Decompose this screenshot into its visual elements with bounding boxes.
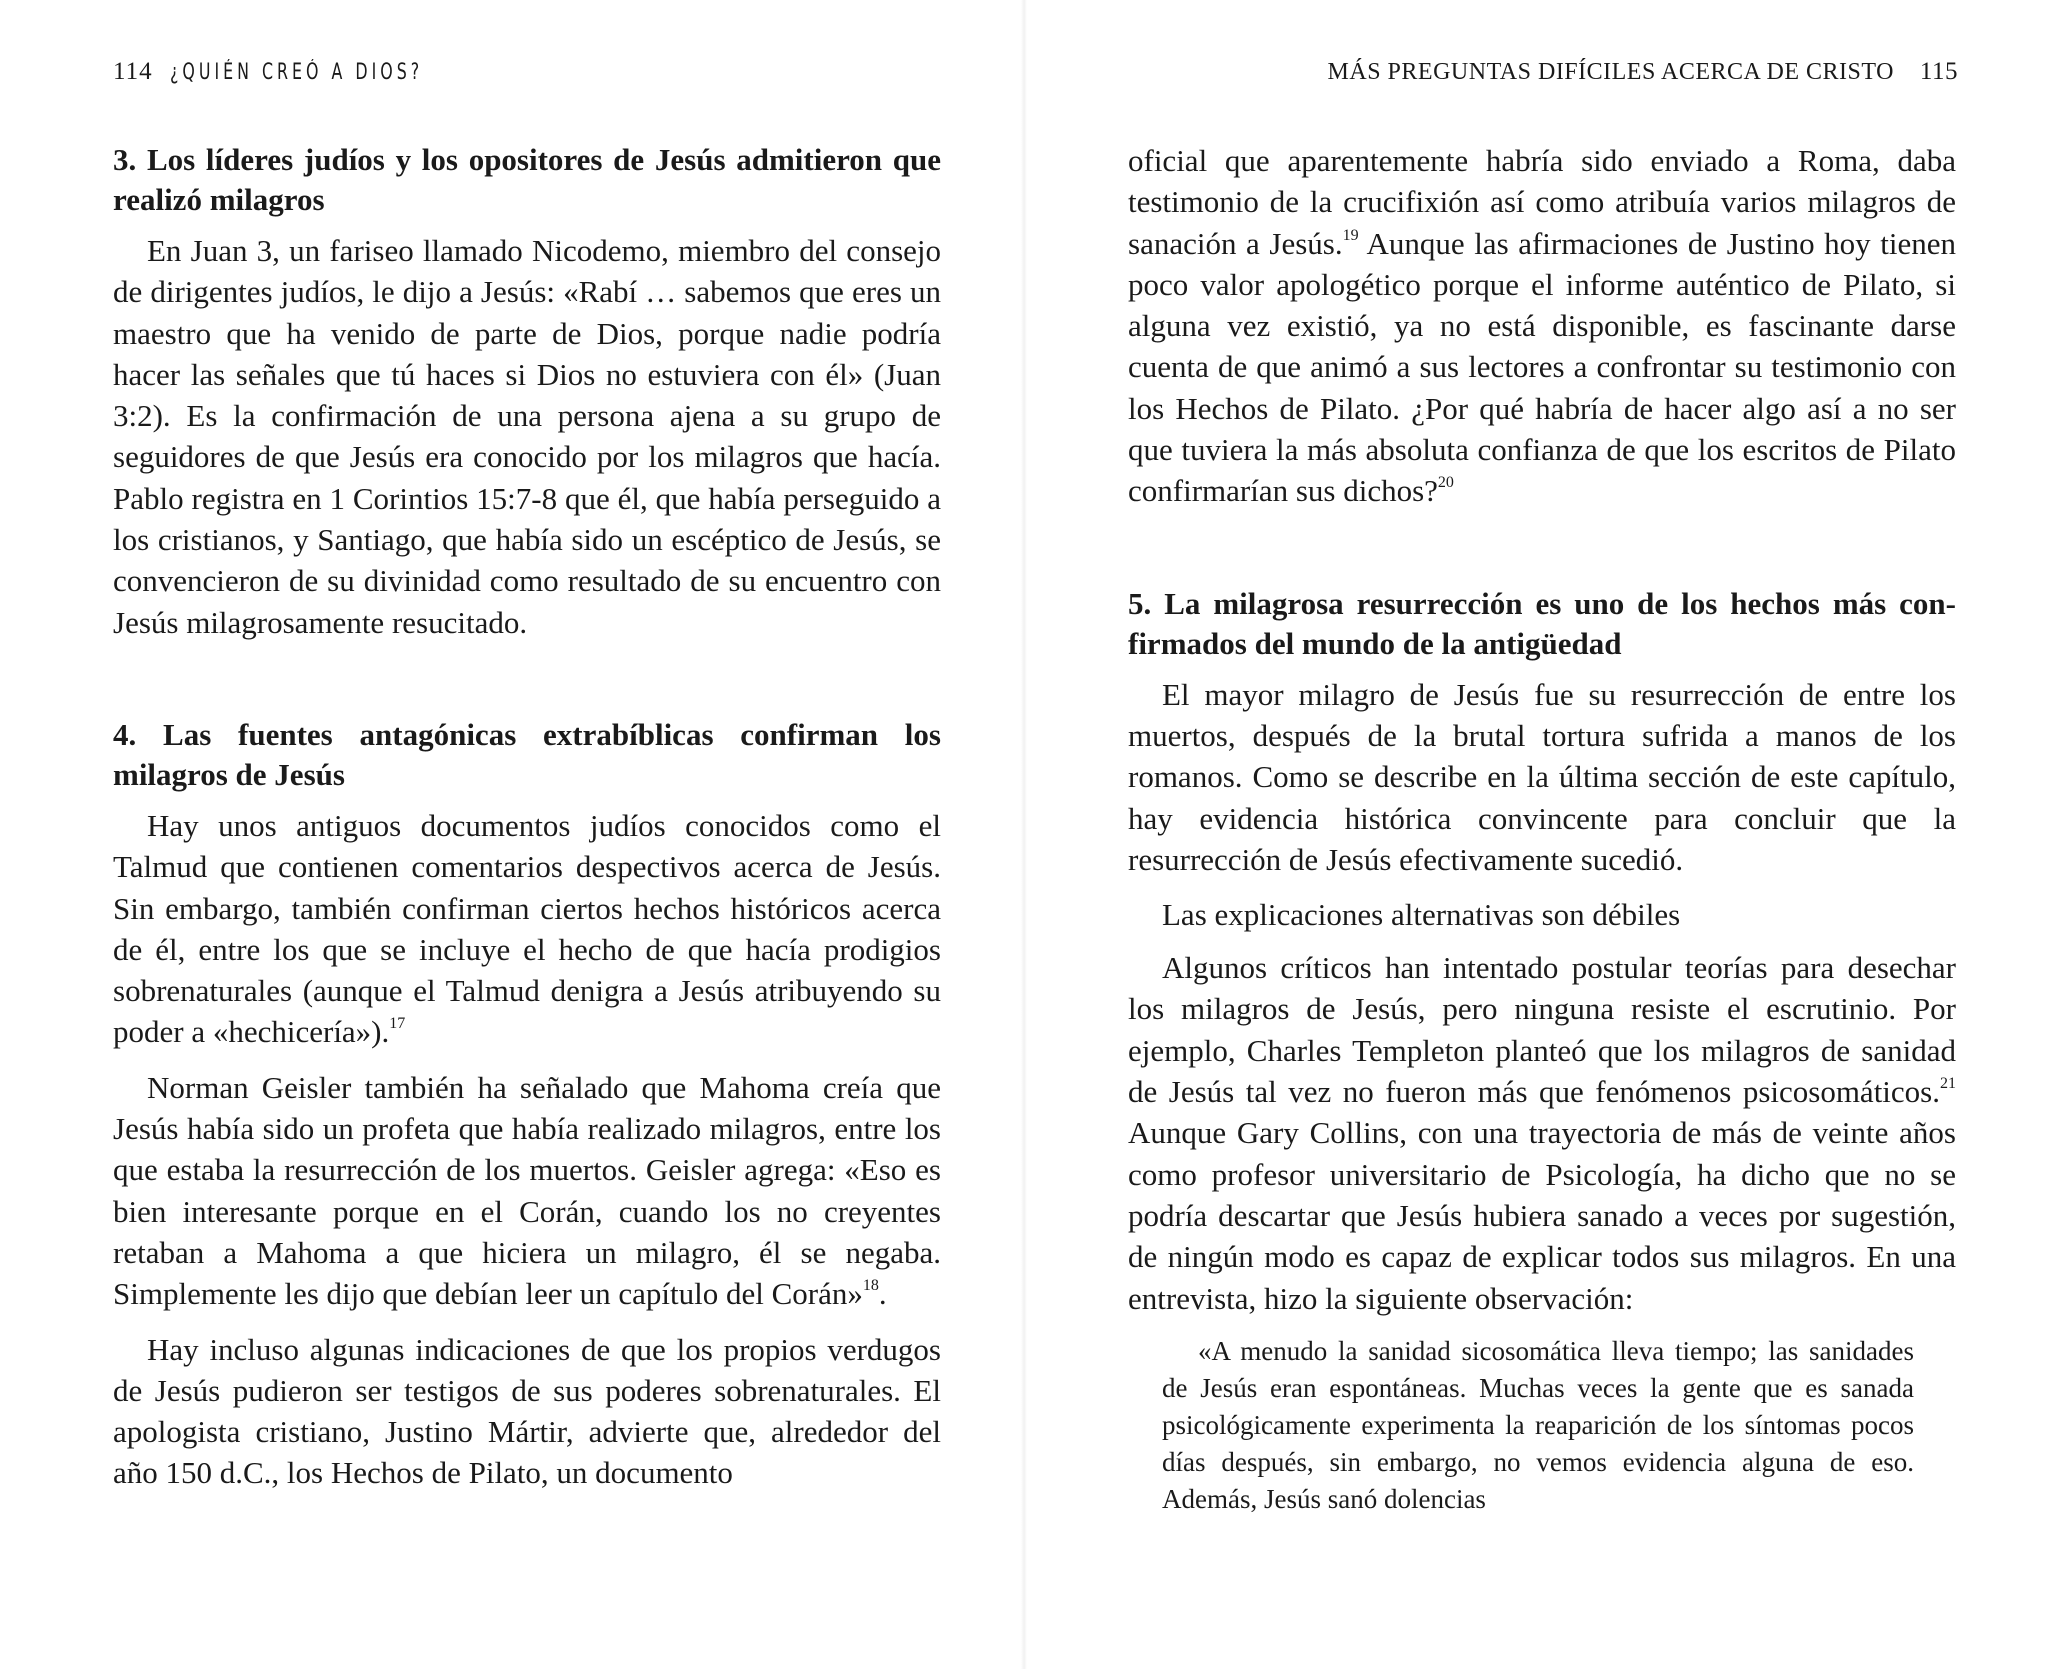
left-page-number: 114: [113, 58, 153, 85]
left-running-head: [113, 58, 486, 86]
right-text-column: [1128, 140, 1956, 1518]
section-4-heading: 4. Las fuentes antagónicas extrabíblicas confirman los milagros de Jesús: [113, 716, 941, 792]
section-4-paragraph-3: Hay incluso algunas indicaciones de que los propios verdugos de Jesús pudieron ser testigos de sus poderes sobrenaturales. El apologista cristiano, Justino Mártir, advierte que, alrededor del año 150 d.C., los Hechos de Pilato, un documento: [113, 1331, 941, 1491]
book-title: ¿QUIÉN CREÓ A DIOS?: [169, 60, 423, 85]
section-5-paragraph-1: El mayor milagro de Jesús fue su resurrección de entre los muertos, después de la brutal tortura sufrida a manos de los romanos. Como se describe en la última sección de este capítulo, hay evidencia histórica convincente para concluir que la resurrección de Jesús efectivamente sucedió.: [1128, 676, 1956, 877]
section-4-paragraph-2: [113, 1067, 941, 1315]
continuation-paragraph: [1128, 140, 1956, 512]
section-5-heading: 5. La milagrosa resurrección es uno de los hechos más confirmados del mundo de la antigüedad: [1128, 585, 1956, 661]
section-4-paragraph-1: [113, 805, 941, 1053]
right-page: [1024, 0, 2048, 1669]
section-3-paragraph: En Juan 3, un fariseo llamado Nicodemo, miembro del consejo de dirigentes judíos, le dijo a Jesús: «Rabí … sabemos que eres un maestro que ha venido de parte de Dios, porque nadie podría hacer las señales que tú haces si Dios no estuviera con él» (Juan 3:2). Es la confirmación de una persona ajena a su grupo de seguidores de que Jesús era conocido por los milagros que hacía. Pablo registra en 1 Corintios 15:7-8 que él, que había perseguido a los cristianos, y Santiago, que había sido un escéptico de Jesús, se convencieron de su divinidad como resultado de su encuentro con Jesús milagrosamente resucitado.: [113, 233, 941, 640]
section-spacer: [113, 657, 941, 715]
paragraph-text: Aunque Gary Collins, con una trayectoria de más de veinte años como profesor universitario de Psicología, ha dicho que no se podría descartar que Jesús hubiera sanado a veces por sugestión, de ningún modo es capaz de explicar todos sus milagros. En una entrevista, hizo la siguiente observación:: [1128, 1115, 1956, 1316]
paragraph-text: Norman Geisler también ha señalado que Mahoma creía que Jesús había sido un profeta que había realizado milagros, entre los que estaba la resurrección de los muertos. Geisler agrega: «Eso es bien interesante porque en el Corán, cuando los no creyentes retaban a Mahoma a que hiciera un milagro, él se negaba. Simplemente les dijo que debían leer un capítulo del Corán»: [113, 1069, 941, 1312]
footnote-ref-18: 18: [862, 1277, 879, 1295]
footnote-ref-20: 20: [1437, 474, 1454, 492]
footnote-ref-17: 17: [389, 1015, 406, 1033]
footnote-ref-21: 21: [1940, 1075, 1956, 1093]
paragraph-text: Algunos críticos han intentado postular teorías para desechar los milagros de Jesús, pero ninguna resiste el escrutinio. Por ejemplo, Charles Templeton planteó que los milagros de sanidad de Jesús tal vez no fueron más que fenómenos psicosomáticos.: [1128, 950, 1956, 1110]
block-quote: «A menudo la sanidad sicosomática lleva tiempo; las sanidades de Jesús eran espontáneas. Muchas veces la gente que es sanada psicológicamente experimenta la reaparición de los síntomas pocos días después, sin embargo, no vemos evidencia alguna de eso. Además, Jesús sanó dolencias: [1162, 1335, 1914, 1514]
right-page-number: 115: [1919, 58, 1958, 85]
section-5-paragraph-2: [1128, 947, 1956, 1319]
right-running-head: [1328, 58, 1958, 86]
section-3-heading: 3. Los líderes judíos y los opositores de Jesús admitieron que realizó milagros: [113, 142, 941, 217]
section-spacer: [1128, 526, 1956, 584]
paragraph-text: Aunque las afirmaciones de Justino hoy tienen poco valor apologético porque el informe auténtico de Pilato, si alguna vez existió, ya no está disponible, es fascinante darse cuenta de que animó a sus lectores a confrontar su testimonio con los Hechos de Pilato. ¿Por qué habría de hacer algo así a no ser que tuviera la más absoluta confianza de que los escritos de Pilato confirmarían sus dichos?: [1128, 225, 1956, 509]
paragraph-end: .: [878, 1276, 887, 1312]
paragraph-text: Hay unos antiguos documentos judíos conocidos como el Talmud que contienen comentarios despectivos acerca de Jesús. Sin embargo, también confirman ciertos hechos históricos acerca de él, entre los que se incluye el hecho de que hacía prodigios sobrenaturales (aunque el Talmud denigra a Jesús atribuyendo su poder a «hechicería»).: [113, 807, 941, 1050]
section-5-subheading: Las explicaciones alternativas son débiles: [1162, 897, 1681, 933]
left-text-column: [113, 140, 941, 1508]
paragraph-text: oficial que aparentemente habría sido enviado a Roma, daba testimonio de la crucifixión así como atribuía varios milagros de sanación a Jesús.: [1128, 143, 1956, 261]
footnote-ref-19: 19: [1342, 226, 1359, 244]
chapter-title: MÁS PREGUNTAS DIFÍCILES ACERCA DE CRISTO: [1327, 59, 1894, 85]
